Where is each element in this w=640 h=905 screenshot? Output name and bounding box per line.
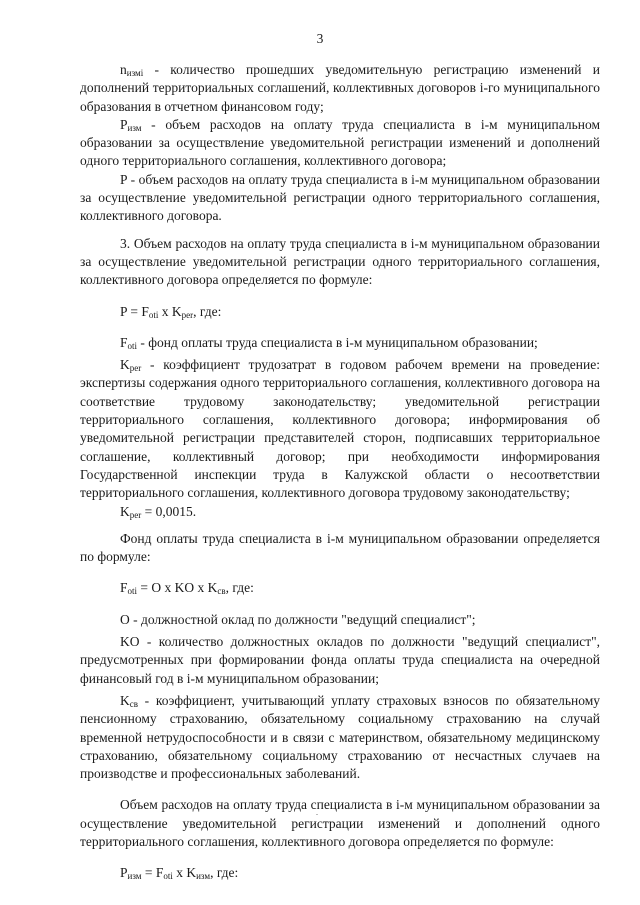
paragraph-text: Фонд оплаты труда специалиста в i-м муниципальном образовании определяется по формуле: <box>80 530 600 565</box>
formula-text: = O x KO x K <box>137 580 218 596</box>
definition-text: - количество прошедших уведомительную регистрацию изменений и дополнений территориальных соглашений, коллективных договоров i-го муниципального образования в отчетном финансовом году; <box>80 62 600 114</box>
formula-subscript: изм <box>127 871 142 882</box>
definition-p-izm <box>80 116 600 171</box>
document-body <box>80 61 600 883</box>
formula-subscript: oti <box>148 309 159 320</box>
variable-symbol: K <box>120 357 130 373</box>
definition-n-izm <box>80 61 600 116</box>
formula-text: x K <box>158 303 182 319</box>
formula-f-oti <box>80 579 600 597</box>
formula-subscript: св <box>217 586 226 597</box>
variable-symbol: F <box>120 334 128 350</box>
variable-subscript: изм <box>127 122 142 133</box>
variable-subscript: per <box>129 363 142 374</box>
definition-text: - фонд оплаты труда специалиста в i-м муниципальном образовании; <box>137 334 538 350</box>
variable-symbol: n <box>120 62 127 77</box>
variable-symbol: P <box>120 116 128 132</box>
formula-text: P = F <box>120 303 149 319</box>
formula-text: , где: <box>210 865 239 881</box>
value-k-per <box>80 503 600 521</box>
formula-text: , где: <box>225 580 254 596</box>
variable-subscript: измi <box>126 68 144 78</box>
page-number: 3 <box>316 31 324 46</box>
formula-text: , где: <box>193 303 222 319</box>
definition-text: - объем расходов на оплату труда специалиста в i-м муниципальном образовании за осуществление уведомительной регистрации изменений и дополнений одного территориального соглашения, коллективного договора; <box>80 116 600 169</box>
definition-o <box>80 611 600 629</box>
formula-text: F <box>120 580 128 596</box>
definition-text: P - объем расходов на оплату труда специалиста в i-м муниципальном образовании за осуществление уведомительной регистрации одного территориального соглашения, коллективного договора. <box>80 171 600 224</box>
definition-text: O - должностной оклад по должности "ведущий специалист"; <box>120 611 476 627</box>
variable-subscript: per <box>129 509 142 520</box>
formula-text: x K <box>172 865 197 881</box>
definition-p <box>80 171 600 226</box>
formula-subscript: изм <box>196 871 211 882</box>
formula-subscript: oti <box>163 871 173 882</box>
definition-k-sv <box>80 692 600 783</box>
variable-symbol: K <box>120 692 130 708</box>
variable-subscript: св <box>129 698 138 709</box>
formula-text: P <box>120 865 128 881</box>
definition-ko <box>80 633 600 688</box>
variable-subscript: oti <box>127 340 138 351</box>
paragraph-text: Объем расходов на оплату труда специалиста в i-м муниципальном образовании за осуществление уведомительной регистрации изменений и дополнений одного территориального соглашения, коллективного договора определяется по формуле: <box>80 797 600 849</box>
definition-text: - коэффициент, учитывающий уплату страховых взносов по обязательному пенсионному страхованию, обязательному социальному страхованию на случай временной нетрудоспособности и в связи с материнством, обязательному медицинскому страхованию, обязательному социальному страхованию от несчастных случаев на производстве и профессиональных заболеваний. <box>80 692 600 782</box>
definition-text: KO - количество должностных окладов по должности "ведущий специалист", предусмотренных при формировании фонда оплаты труда специалиста на очередной финансовый год в i-м муниципальном образовании; <box>80 634 600 686</box>
scan-speck <box>316 814 318 815</box>
formula-p-izm <box>80 864 600 882</box>
amendments-paragraph <box>80 796 600 851</box>
formula-text: = F <box>141 865 164 881</box>
value-text: = 0,0015. <box>141 503 197 519</box>
formula-subscript: oti <box>127 586 138 597</box>
formula-p <box>80 303 600 321</box>
formula-subscript: per <box>181 309 194 320</box>
definition-k-per <box>80 356 600 502</box>
definition-f-oti <box>80 334 600 352</box>
section-3-paragraph <box>80 235 600 290</box>
definition-text: - коэффициент трудозатрат в годовом рабочем времени на проведение: экспертизы содержания одного территориального соглашения, коллективного договора на соответствие трудовому законодательству; уведомительной регистрации территориального соглашения, коллективного договора; информирования об уведомительной регистрации представителей сторон, подписавших территориальное соглашение, коллективный договор; при необходимости информирования Государственной инспекции труда в Калужской области о несоответствии территориального соглашения, коллективного договора трудовому законодательству; <box>80 357 600 501</box>
variable-symbol: K <box>120 503 130 519</box>
wage-fund-paragraph <box>80 530 600 567</box>
paragraph-text: 3. Объем расходов на оплату труда специалиста в i-м муниципальном образовании за осуществление уведомительной регистрации одного территориального соглашения, коллективного договора определяется по формуле: <box>80 235 600 288</box>
